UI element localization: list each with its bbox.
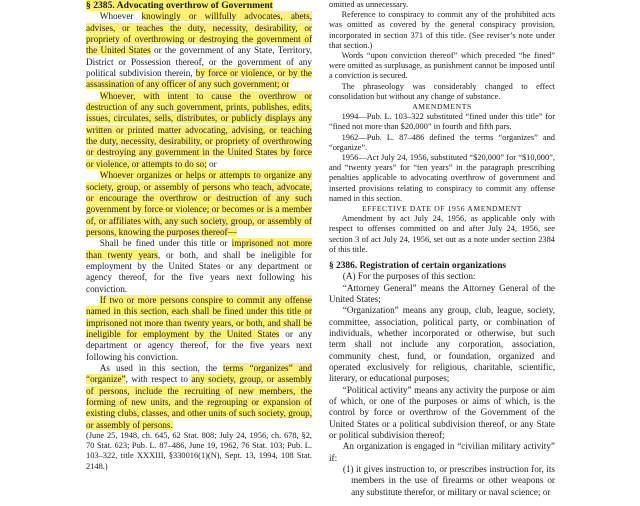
- paragraph-conspiracy: If two or more persons conspire to commit any offense named in this section, each shall be fined under this title or imprisoned not more than twenty years, or both, and shall be ineligible for employment by the United States or any department or agency thereof, for the five years next following his conviction.: [86, 294, 312, 362]
- highlight: Whoever organizes or helps or attempts to organize any society, group, or assembly of persons who teach, advocate, or encourage the overthrow or destruction of any such government by force or violence; or becomes or is a member of, or affiliates with, any such society, group, or assembly of persons, knowing the purposes thereof—: [86, 170, 312, 237]
- right-column: [329, 0, 555, 498]
- note-text: omitted as unnecessary.: [329, 0, 409, 9]
- effective-date-text: Amendment by act July 24, 1956, as applicable only with respect to offenses committed on and after July 24, 1956, see section 3 of act July 24, 1956, set out as a note under section 2384 of this title.: [329, 214, 555, 254]
- section-text: “Attorney General” means the Attorney General of the United States;: [329, 282, 555, 304]
- amendment-1962: 1962—Pub. L. 87–486 defined the terms “organizes” and “organize”.: [329, 132, 555, 152]
- amendment-1956: 1956—Act July 24, 1956, substituted “$20,000” for “$10,000”, and “twenty years” for “ten years” in the paragraph prescribing penalties applicable to advocating overthrow of government and inserted provisions relating to conspiracy to commit any offense named in this section.: [329, 153, 555, 203]
- highlight: terms “organizes” and “organize”: [86, 363, 312, 385]
- left-column: [86, 0, 312, 472]
- highlight: knowingly or willfully advocates, abets, advises, or teaches the duty, necessity, desirability, or propriety of overthrowing or destroying the government of the United States: [86, 11, 312, 56]
- section-text: An organization is engaged in “civilian military activity” if:: [329, 441, 555, 463]
- effective-date-heading: EFFECTIVE DATE OF 1956 AMENDMENT: [361, 204, 523, 214]
- section-text: “Organization” means any group, club, league, society, committee, association, political party, or combination of individuals, whether incorporated or otherwise, but such term shall not include any corporation, association, community chest, fund, or foundation, organized and operated exclusively for religious, charitable, scientific, literary, or educational purposes;: [329, 305, 555, 384]
- highlight: If two or more persons conspire to commit any offense named in this section, each shall be fined under this title or imprisoned not more than twenty years, or both, and shall be ineligible for employment by the United States: [86, 294, 312, 339]
- note-text: Reference to conspiracy to commit any of the prohibited acts was omitted as covered by the general conspiracy provision, incorporated in section 371 of this title. (See reviser’s note under that section.): [329, 10, 555, 50]
- highlight: any society, group, or assembly of persons, include the recruiting of new members, the forming of new units, and the regrouping or expansion of existing clubs, classes, and other units of such society, group, or assembly of persons.: [86, 374, 312, 430]
- section-2386-body: [329, 271, 555, 498]
- section-text: “Political activity” means any activity the purpose or aim of which, or one of the purposes or aims of which, is the control by force or overthrow of the Government of the United States or a political subdivision thereof, or any State or political subdivision thereof;: [329, 384, 555, 441]
- section-text: (1) it gives instruction to, or prescribes instruction for, its members in the use of firearms or other weapons or any substitute therefor, or military or naval science; or: [342, 464, 555, 497]
- highlight: by force or violence, or by the assassination of any officer of any such government; or: [86, 68, 312, 90]
- paragraph-advocates: Whoever knowingly or willfully advocates, abets, advises, or teaches the duty, necessity, desirability, or propriety of overthrowing or destroying the government of the United States or the government of any State, Territory, District or Possession thereof, or the government of any political subdivision therein, by force or violence, or by the assassination of any officer of any such government; or: [86, 11, 312, 90]
- note-text: The phraseology was considerably changed to effect consolidation but without any change of substance.: [329, 81, 555, 101]
- section-text: (A) For the purposes of this section:: [342, 271, 476, 282]
- paragraph-penalty: Shall be fined under this title or imprisoned not more than twenty years, or both, and shall be ineligible for employment by the United States or any department or agency thereof, for the five years next following his conviction.: [86, 238, 312, 294]
- paragraph-prints-publishes: Whoever, with intent to cause the overthrow or destruction of any such government, prints, publishes, edits, issues, circulates, sells, distributes, or publicly displays any written or printed matter advocating, advising, or teaching the duty, necessity, desirability, or propriety of overthrowing or destroying any government in the United States by force or violence, or attempts to do so; or: [86, 90, 312, 169]
- highlight: imprisoned not more than twenty years: [86, 238, 312, 260]
- amendments-heading: AMENDMENTS: [412, 102, 472, 112]
- section-2386-heading: § 2386. Registration of certain organizations: [329, 261, 507, 272]
- paragraph-organizes: [86, 170, 312, 238]
- citation: (June 25, 1948, ch. 645, 62 Stat. 808; July 24, 1956, ch. 678, §2, 70 Stat. 623; Pub. L. 87–486, June 19, 1962, 76 Stat. 103; Pub. L. 103–322, title XXXIII, §330016(1)(N), Sept. 13, 1994, 108 Stat. 2148.): [86, 431, 312, 471]
- paragraph-definitions: As used in this section, the terms “organizes” and “organize”, with respect to any society, group, or assembly of persons, include the recruiting of new members, the forming of new units, and the regrouping or expansion of existing clubs, classes, and other units of such society, group, or assembly of persons.: [86, 363, 312, 430]
- highlight: Whoever, with intent to cause the overthrow or destruction of any such government, prints, publishes, edits, issues, circulates, sells, distributes, or publicly displays any written or printed matter advocating, advising, or teaching the duty, necessity, desirability, or propriety of overthrowing or destroying any government in the United States by force or violence, or attempts to do so;: [86, 90, 312, 169]
- note-text: Words “upon conviction thereof” which preceded “be fined” were omitted as surplusage, as punishment cannot be imposed until a conviction is secured.: [329, 51, 555, 81]
- amendment-1994: 1994—Pub. L. 103–322 substituted “fined under this title” for “fined not more than $20,000” in fourth and fifth pars.: [329, 112, 555, 132]
- section-2385-heading: § 2385. Advocating overthrow of Government: [86, 0, 273, 11]
